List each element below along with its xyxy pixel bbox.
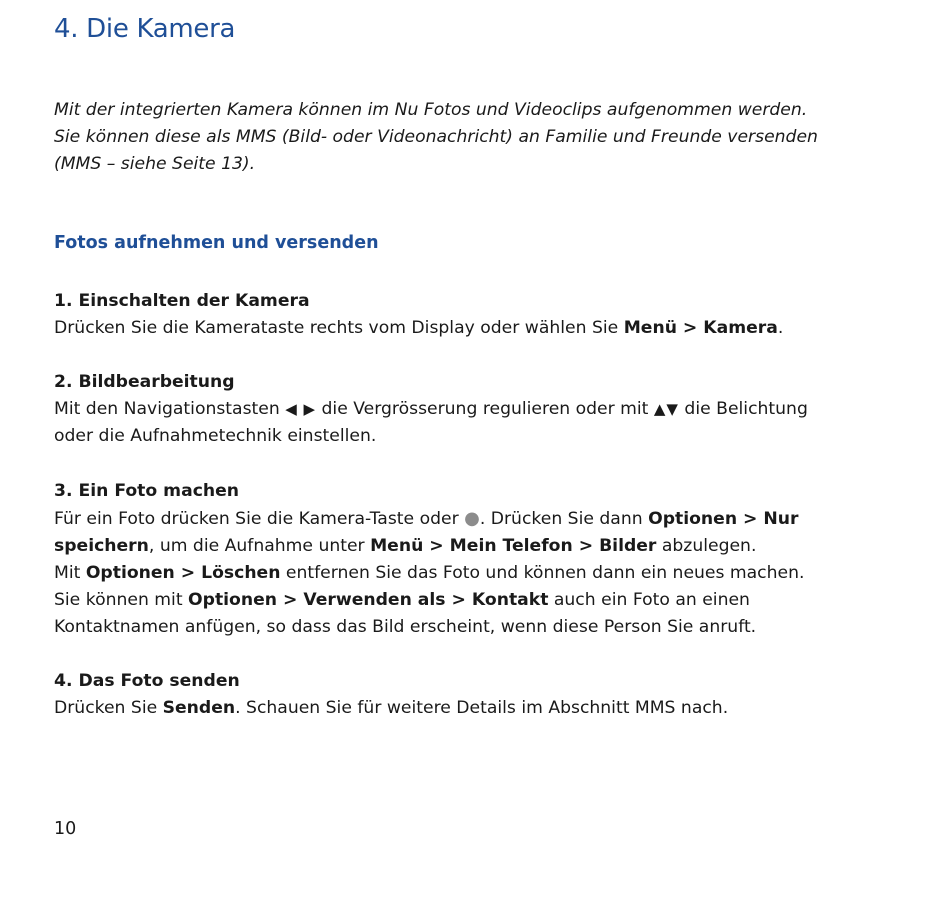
text: auch ein Foto an einen	[548, 590, 750, 610]
menu-path: Optionen > Löschen	[85, 563, 281, 583]
chapter-title: 4. Die Kamera	[54, 14, 236, 44]
step-line	[54, 587, 914, 614]
menu-path: Optionen > Nur	[648, 509, 799, 529]
up-down-arrows-icon: ▲▼	[653, 400, 679, 418]
page-number: 10	[54, 819, 77, 839]
text: die Belichtung	[678, 399, 808, 419]
text: die Vergrösserung regulieren oder mit	[316, 399, 654, 419]
step-1	[54, 288, 914, 342]
section-title: Fotos aufnehmen und versenden	[54, 233, 379, 253]
step-line	[54, 396, 914, 423]
text: .	[777, 318, 784, 338]
menu-path: Optionen > Verwenden als > Kontakt	[188, 590, 549, 610]
step-body	[54, 695, 914, 722]
text: Drücken Sie die Kamerataste rechts vom Display oder wählen Sie	[54, 318, 624, 338]
step-line: Kontaktnamen anfügen, so dass das Bild erscheint, wenn diese Person Sie anruft.	[54, 617, 757, 637]
text: Sie können mit	[54, 590, 189, 610]
text: . Drücken Sie dann	[479, 509, 649, 529]
text: Drücken Sie	[54, 698, 163, 718]
menu-path: Menü > Kamera	[623, 318, 778, 338]
step-title: 1. Einschalten der Kamera	[54, 291, 310, 311]
step-line	[54, 533, 914, 560]
step-line	[54, 315, 914, 342]
step-line	[54, 505, 914, 533]
text: , um die Aufnahme unter	[148, 536, 371, 556]
text: abzulegen.	[656, 536, 757, 556]
step-3	[54, 478, 914, 641]
left-right-arrows-icon: ◀ ▶	[285, 400, 317, 418]
intro-line: Mit der integrierten Kamera können im Nu Fotos und Videoclips aufgenommen werden.	[54, 100, 808, 120]
step-line	[54, 560, 914, 587]
text: . Schauen Sie für weitere Details im Abschnitt MMS nach.	[235, 698, 729, 718]
step-4	[54, 668, 914, 722]
step-line	[54, 695, 914, 722]
intro-line: (MMS – siehe Seite 13).	[54, 154, 256, 174]
step-body	[54, 315, 914, 342]
text: Mit den Navigationstasten	[54, 399, 286, 419]
intro-paragraph	[54, 97, 914, 178]
menu-path: Menü > Mein Telefon > Bilder	[370, 536, 657, 556]
step-body	[54, 396, 914, 450]
step-body	[54, 505, 914, 641]
step-2	[54, 369, 914, 450]
center-key-dot-icon: ●	[464, 508, 480, 529]
text: entfernen Sie das Foto und können dann ein neues machen.	[280, 563, 805, 583]
intro-line: Sie können diese als MMS (Bild- oder Videonachricht) an Familie und Freunde versenden	[54, 127, 818, 147]
step-title: 2. Bildbearbeitung	[54, 372, 235, 392]
button-name: Senden	[162, 698, 236, 718]
menu-path: speichern	[54, 536, 149, 556]
step-title: 3. Ein Foto machen	[54, 481, 240, 501]
text: Mit	[54, 563, 86, 583]
step-title: 4. Das Foto senden	[54, 671, 240, 691]
text: Für ein Foto drücken Sie die Kamera-Taste oder	[54, 509, 465, 529]
step-line: oder die Aufnahmetechnik einstellen.	[54, 426, 377, 446]
